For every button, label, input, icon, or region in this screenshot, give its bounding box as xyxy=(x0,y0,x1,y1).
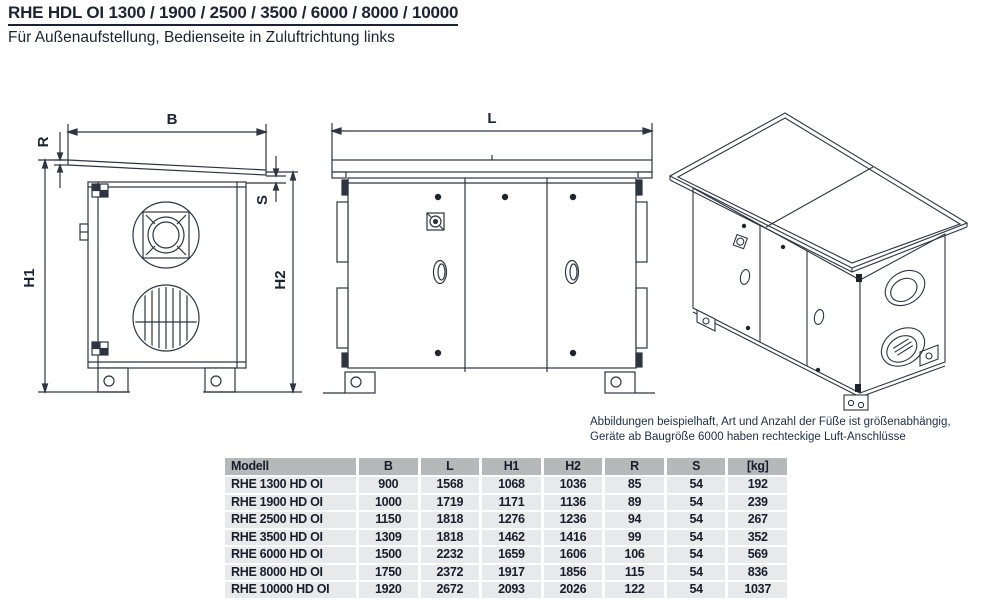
dim-label-R: R xyxy=(35,136,52,148)
hinge-bottom xyxy=(92,342,108,355)
model-cell: RHE 6000 HD OI xyxy=(225,547,356,563)
table-header-cell: S xyxy=(667,458,726,475)
model-cell: RHE 8000 HD OI xyxy=(225,565,356,581)
value-cell: 1659 xyxy=(482,547,541,563)
side-cabinet xyxy=(80,182,246,368)
value-cell: 1236 xyxy=(544,512,603,528)
value-cell: 192 xyxy=(728,477,787,493)
table-header-row xyxy=(225,458,787,475)
value-cell: 54 xyxy=(667,495,726,511)
value-cell: 1068 xyxy=(482,477,541,493)
value-cell: 836 xyxy=(728,565,787,581)
table-header-cell: L xyxy=(421,458,480,475)
model-cell: RHE 1900 HD OI xyxy=(225,495,356,511)
value-cell: 54 xyxy=(667,530,726,546)
figure-note-line1: Abbildungen beispielhaft, Art und Anzahl der Füße ist größenabhängig, xyxy=(590,416,951,428)
model-cell: RHE 1300 HD OI xyxy=(225,477,356,493)
value-cell: 1309 xyxy=(359,530,418,546)
page-subtitle: Für Außenaufstellung, Bedienseite in Zuluftrichtung links xyxy=(8,29,395,46)
table-header-cell: H1 xyxy=(482,458,541,475)
dim-H1 xyxy=(38,160,66,392)
value-cell: 1000 xyxy=(359,495,418,511)
side-feet xyxy=(38,368,302,392)
table-header-cell: Modell xyxy=(225,458,356,475)
table-row xyxy=(225,512,787,528)
table-row xyxy=(225,582,787,598)
table-header-cell: R xyxy=(605,458,664,475)
value-cell: 1462 xyxy=(482,530,541,546)
value-cell: 89 xyxy=(605,495,664,511)
value-cell: 2026 xyxy=(544,582,603,598)
dim-label-L: L xyxy=(487,110,497,127)
value-cell: 122 xyxy=(605,582,664,598)
value-cell: 1920 xyxy=(359,582,418,598)
value-cell: 1150 xyxy=(359,512,418,528)
front-feet xyxy=(323,372,655,393)
value-cell: 1416 xyxy=(544,530,603,546)
value-cell: 54 xyxy=(667,582,726,598)
value-cell: 1719 xyxy=(421,495,480,511)
value-cell: 1818 xyxy=(421,512,480,528)
value-cell: 1276 xyxy=(482,512,541,528)
figure-note-line2: Geräte ab Baugröße 6000 haben rechteckige Luft-Anschlüsse xyxy=(590,431,906,443)
dim-label-B: B xyxy=(166,111,178,128)
value-cell: 99 xyxy=(605,530,664,546)
front-cabinet xyxy=(348,178,636,372)
value-cell: 94 xyxy=(605,512,664,528)
value-cell: 352 xyxy=(728,530,787,546)
figure-note xyxy=(590,415,951,445)
value-cell: 239 xyxy=(728,495,787,511)
dim-label-S: S xyxy=(254,194,271,206)
side-view-drawing xyxy=(10,100,310,400)
table-row xyxy=(225,495,787,511)
value-cell: 1606 xyxy=(544,547,603,563)
value-cell: 2232 xyxy=(421,547,480,563)
value-cell: 85 xyxy=(605,477,664,493)
value-cell: 1856 xyxy=(544,565,603,581)
value-cell: 54 xyxy=(667,477,726,493)
value-cell: 1171 xyxy=(482,495,541,511)
table-row xyxy=(225,530,787,546)
value-cell: 54 xyxy=(667,565,726,581)
dimensions-table xyxy=(222,456,790,600)
table-header-cell: H2 xyxy=(544,458,603,475)
front-view-drawing xyxy=(315,100,660,400)
isometric-view-drawing xyxy=(660,100,1000,420)
value-cell: 569 xyxy=(728,547,787,563)
table-row xyxy=(225,565,787,581)
value-cell: 1500 xyxy=(359,547,418,563)
hinge-top xyxy=(92,184,108,197)
table-row xyxy=(225,547,787,563)
model-cell: RHE 10000 HD OI xyxy=(225,582,356,598)
table-header-cell: B xyxy=(359,458,418,475)
page-title: RHE HDL OI 1300 / 1900 / 2500 / 3500 / 6000 / 8000 / 10000 xyxy=(8,3,458,26)
table-header-cell: [kg] xyxy=(728,458,787,475)
value-cell: 1037 xyxy=(728,582,787,598)
dim-label-H2: H2 xyxy=(272,270,289,290)
value-cell: 267 xyxy=(728,512,787,528)
table-row xyxy=(225,477,787,493)
value-cell: 54 xyxy=(667,512,726,528)
value-cell: 1818 xyxy=(421,530,480,546)
value-cell: 115 xyxy=(605,565,664,581)
dim-L xyxy=(332,123,652,160)
value-cell: 1136 xyxy=(544,495,603,511)
value-cell: 1917 xyxy=(482,565,541,581)
value-cell: 2672 xyxy=(421,582,480,598)
dim-label-H1: H1 xyxy=(21,268,38,288)
value-cell: 2093 xyxy=(482,582,541,598)
front-roof xyxy=(332,155,652,178)
side-roof xyxy=(68,160,266,175)
model-cell: RHE 3500 HD OI xyxy=(225,530,356,546)
value-cell: 106 xyxy=(605,547,664,563)
value-cell: 2372 xyxy=(421,565,480,581)
value-cell: 1568 xyxy=(421,477,480,493)
model-cell: RHE 2500 HD OI xyxy=(225,512,356,528)
main-switch xyxy=(427,213,444,230)
value-cell: 900 xyxy=(359,477,418,493)
value-cell: 54 xyxy=(667,547,726,563)
value-cell: 1750 xyxy=(359,565,418,581)
value-cell: 1036 xyxy=(544,477,603,493)
